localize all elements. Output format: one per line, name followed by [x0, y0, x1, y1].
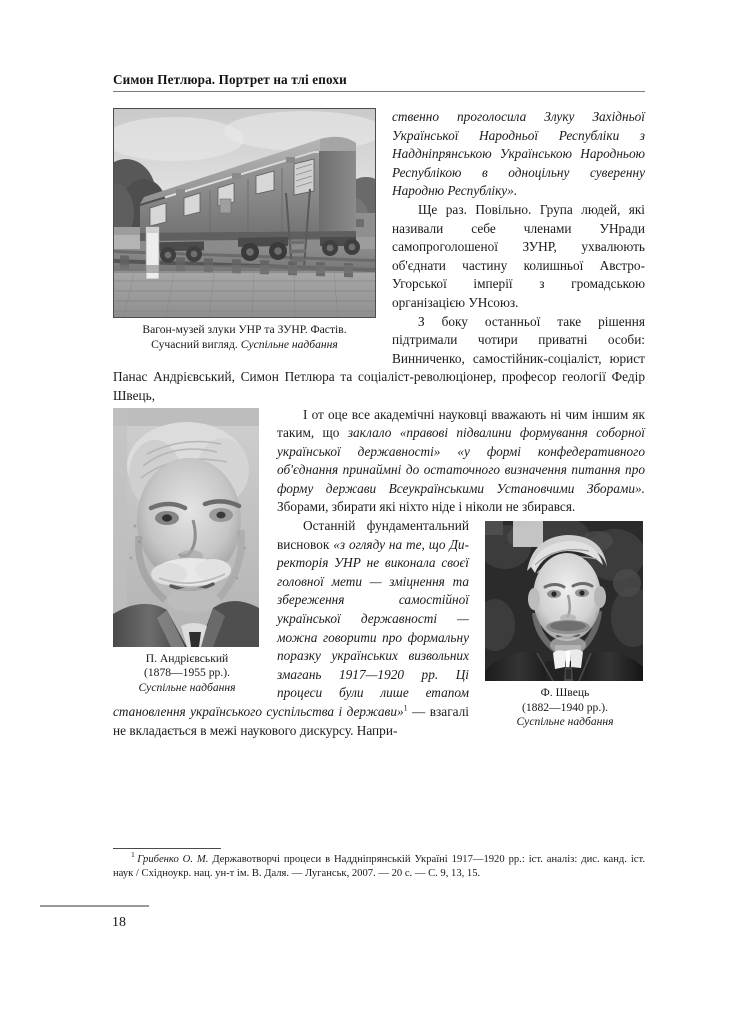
- folio-rule: [40, 905, 149, 907]
- paragraph-4-part-2: Зборами, збирати які ніхто ніде і ніколи не збирався.: [277, 499, 576, 515]
- caption-line-3-italic: Суспільне надбання: [138, 680, 236, 694]
- footnote-text: [113, 850, 645, 882]
- footnote-author: Грибенко О. М.: [137, 854, 209, 865]
- running-head: [113, 72, 645, 92]
- running-head-rule: [113, 91, 645, 92]
- caption-line-1: П. Андрієвський: [145, 651, 229, 665]
- andriyevsky-portrait-image: [113, 408, 259, 647]
- paragraph-5-part-2: — взагалі не вкладається в межі наукового дискурсу. Напри-: [113, 704, 469, 738]
- caption-line-2-italic: Суспільне надбання: [240, 337, 338, 351]
- figure-train-carriage: [113, 108, 376, 352]
- footnote-separator-rule: [113, 848, 221, 849]
- paragraph-5-quote: «з огляду на те, що Директорія УНР не виконала своєї головної мети — зміцнення та збереження самостійної української державності — можна говорити про формальну поразку українських визвольних змагань 1917—1920 рр. Ці процеси були лише етапом становлення українського суспільства і держави»: [113, 536, 469, 719]
- paragraph-1: ственно проголосила Злуку Західньої Української Народньої Республіки з Наддніпрянською Українською Народньою Республікою в одноцільну суверенну Народню Республіку».: [392, 109, 645, 199]
- caption-line-1: Ф. Швець: [540, 686, 590, 700]
- paragraph-3: З боку останньої таке рішення підтримали чотири приватні особи: Винниченко, самостійник-соціаліст, юрист Панас Андрієвський, Симон Петлюра та соціаліст-революціонер, професор геології Федір Швець,: [113, 313, 645, 403]
- train-carriage-image: [114, 109, 375, 317]
- shvets-caption: [485, 686, 645, 730]
- paragraph-4-part-1: І от оце все академічні науковці вважають ні чим іншим як таким, що: [277, 406, 645, 441]
- figure-shvets: [485, 521, 645, 730]
- andriyevsky-photo: [113, 408, 259, 647]
- figure-andriyevsky: [113, 408, 261, 696]
- paragraph-2: Ще раз. Повільно. Група людей, які називали себе членами УНради самопроголошеної ЗУНР, ухвалюють об'єднати частину колишньої Австро-Угорської імперії з громадською організацією УНсоюз.: [392, 201, 645, 310]
- caption-line-2-roman: Сучасний вигляд.: [151, 337, 241, 351]
- caption-line-2: (1878—1955 рр.).: [144, 666, 230, 680]
- caption-line-2: (1882—1940 рр.).: [522, 700, 608, 714]
- running-head-text: Симон Петлюра. Портрет на тлі епохи: [113, 72, 347, 87]
- page-number: 18: [112, 915, 126, 930]
- shvets-portrait-image: [485, 521, 643, 681]
- footnote-marker: 1: [131, 850, 135, 860]
- caption-line-3-italic: Суспільне надбання: [516, 715, 614, 729]
- train-carriage-caption: [113, 323, 376, 352]
- shvets-photo: [485, 521, 643, 681]
- footnote-reference-marker[interactable]: 1: [403, 703, 408, 713]
- body-text: [113, 108, 645, 740]
- footnote-block: [113, 848, 645, 882]
- footnote-citation: Державотворчі процеси в Наддніпрянській Україні 1917—1920 рр.: іст. аналіз: дис. канд. іст. наук / Східноукр. нац. ун-т ім. В. Даля. — Луганськ, 2007. — 20 с. — С. 9, 13, 15.: [113, 854, 645, 880]
- paragraph-4-quote: заклало «правові підвалини формування соборної української державності» «у формі конфедеративного об'єднання принаймні до остаточного визначення питання про форму держави Всеукраїнськими Установчими Зборами».: [277, 425, 645, 496]
- andriyevsky-caption: [113, 652, 261, 696]
- caption-line-1: Вагон-музей злуки УНР та ЗУНР. Фастів.: [142, 323, 347, 336]
- paragraph-5-part-1: Останній фундаментальний висновок: [277, 518, 469, 552]
- train-carriage-photo: [113, 108, 376, 318]
- folio: [40, 905, 200, 931]
